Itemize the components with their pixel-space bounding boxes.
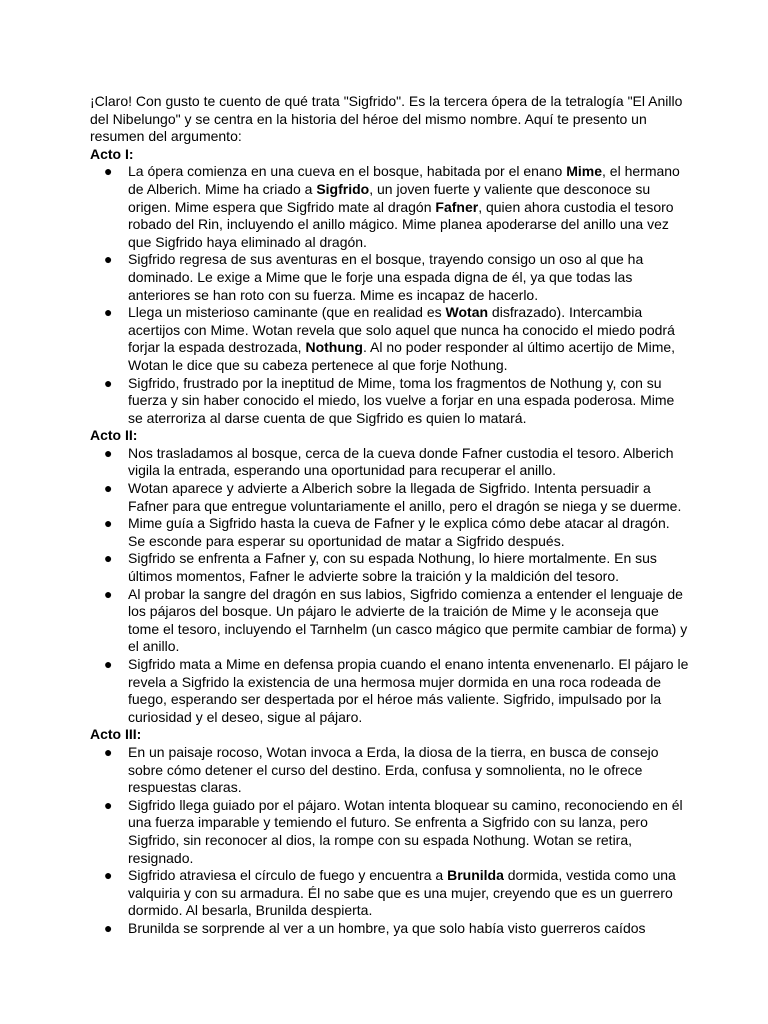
list-item	[90, 515, 690, 550]
act-bullet-list	[90, 744, 690, 938]
item-text: dormida, vestida como una valquiria y con su armadura. Él no sabe que es una mujer, creyendo que es un guerrero dormido. Al besarla, Brunilda despierta.	[128, 867, 676, 919]
item-text: Sigfrido llega guiado por el pájaro. Wotan intenta bloquear su camino, reconociendo en él una fuerza imparable y temiendo el futuro. Se enfrenta a Sigfrido con su lanza, pero Sigfrido, sin reconocer al dios, la rompe con su espada Nothung. Wotan se retira, resignado.	[128, 796, 683, 866]
item-text: , el hermano de Alberich. Mime ha criado a	[128, 163, 680, 197]
act-heading: Acto III:	[90, 726, 142, 743]
item-text: Sigfrido mata a Mime en defensa propia cuando el enano intenta envenenarlo. El pájaro le revela a Sigfrido la existencia de una hermosa mujer dormida en una roca rodeada de fuego, esperando ser despertada por el héroe más valiente. Sigfrido, impulsado por la curiosidad y el deseo, sigue al pájaro.	[128, 656, 689, 725]
intro-paragraph: ¡Claro! Con gusto te cuento de qué trata "Sigfrido". Es la tercera ópera de la tetralogía "El Anillo del Nibelungo" y se centra en la historia del héroe del mismo nombre. Aquí te presento un resumen del argumento:	[90, 93, 683, 145]
item-text: Llega un misterioso caminante (que en realidad es	[128, 304, 446, 321]
acts-container	[90, 146, 690, 938]
character-name: Sigfrido	[316, 180, 370, 197]
list-item	[90, 744, 690, 797]
act-bullet-list	[90, 445, 690, 727]
character-name: Fafner	[435, 198, 479, 215]
bullet-icon: ●	[104, 585, 113, 602]
list-item	[90, 867, 690, 920]
character-name: Nothung	[305, 339, 363, 356]
bullet-icon: ●	[104, 444, 113, 461]
bullet-icon: ●	[104, 251, 113, 268]
list-item	[90, 445, 690, 480]
bullet-icon: ●	[104, 796, 113, 813]
character-name: Wotan	[445, 304, 489, 321]
list-item	[90, 251, 690, 304]
bullet-icon: ●	[104, 163, 113, 180]
item-text: Wotan aparece y advierte a Alberich sobre la llegada de Sigfrido. Intenta persuadir a Fafner para que entregue voluntariamente el anillo, pero el dragón se niega y se duerme.	[128, 480, 682, 514]
list-item	[90, 304, 690, 374]
act-heading: Acto I:	[90, 145, 134, 162]
item-text: , un joven fuerte y valiente que desconoce su origen. Mime espera que Sigfrido mate al dragón	[128, 180, 651, 215]
item-text: disfrazado). Intercambia acertijos con Mime. Wotan revela que solo aquel que nunca ha conocido el miedo podrá forjar la espada destrozada,	[128, 304, 675, 356]
bullet-icon: ●	[104, 919, 113, 936]
item-text: En un paisaje rocoso, Wotan invoca a Erda, la diosa de la tierra, en busca de consejo sobre cómo detener el curso del destino. Erda, confusa y somnolienta, no le ofrece respuestas claras.	[128, 743, 659, 796]
bullet-icon: ●	[104, 550, 113, 567]
list-item	[90, 920, 690, 938]
item-text: Sigfrido, frustrado por la ineptitud de Mime, toma los fragmentos de Nothung y, con su fuerza y sin haber conocido el miedo, los vuelve a forjar en una espada poderosa. Mime se aterroriza al darse cuenta de que Sigfrido es quien lo matará.	[128, 374, 675, 426]
item-text: Al probar la sangre del dragón en sus labios, Sigfrido comienza a entender el lenguaje de los pájaros del bosque. Un pájaro le advierte de la traición de Mime y le aconseja que tome el tesoro, incluyendo el Tarnhelm (un casco mágico que permite cambiar de forma) y el anillo.	[128, 585, 688, 655]
item-text: La ópera comienza en una cueva en el bosque, habitada por el enano	[128, 163, 567, 180]
item-text: Sigfrido atraviesa el círculo de fuego y encuentra a	[128, 867, 448, 884]
list-item	[90, 586, 690, 656]
act-heading: Acto II:	[90, 427, 138, 444]
list-item	[90, 375, 690, 428]
bullet-icon: ●	[104, 480, 113, 497]
list-item	[90, 797, 690, 867]
character-name: Brunilda	[447, 867, 504, 884]
list-item	[90, 656, 690, 726]
bullet-icon: ●	[104, 304, 113, 321]
item-text: Brunilda se sorprende al ver a un hombre, ya que solo había visto guerreros caídos	[128, 919, 646, 936]
item-text: Nos trasladamos al bosque, cerca de la cueva donde Fafner custodia el tesoro. Alberich vigila la entrada, esperando una oportunidad para recuperar el anillo.	[128, 444, 674, 479]
bullet-icon: ●	[104, 743, 113, 760]
list-item	[90, 550, 690, 585]
list-item	[90, 163, 690, 251]
bullet-icon: ●	[104, 515, 113, 532]
list-item	[90, 480, 690, 515]
item-text: Sigfrido regresa de sus aventuras en el bosque, trayendo consigo un oso al que ha dominado. Le exige a Mime que le forje una espada digna de él, ya que todas las anteriores se han roto con su fuerza. Mime es incapaz de hacerlo.	[128, 251, 644, 303]
character-name: Mime	[566, 163, 603, 180]
bullet-icon: ●	[104, 656, 113, 672]
item-text: Sigfrido se enfrenta a Fafner y, con su espada Nothung, lo hiere mortalmente. En sus últimos momentos, Fafner le advierte sobre la traición y la maldición del tesoro.	[128, 550, 657, 585]
bullet-icon: ●	[104, 374, 113, 391]
act-bullet-list	[90, 163, 690, 427]
item-text: Mime guía a Sigfrido hasta la cueva de Fafner y le explica cómo debe atacar al dragón. Se esconde para esperar su oportunidad de matar a Sigfrido después.	[128, 515, 670, 549]
document-page	[90, 93, 690, 938]
item-text: , quien ahora custodia el tesoro robado del Rin, incluyendo el anillo mágico. Mime planea apoderarse del anillo una vez que Sigfrido haya eliminado al dragón.	[128, 198, 674, 250]
bullet-icon: ●	[104, 867, 113, 884]
item-text: . Al no poder responder al último acertijo de Mime, Wotan le dice que su cabeza pertenece al que forje Nothung.	[128, 339, 676, 373]
